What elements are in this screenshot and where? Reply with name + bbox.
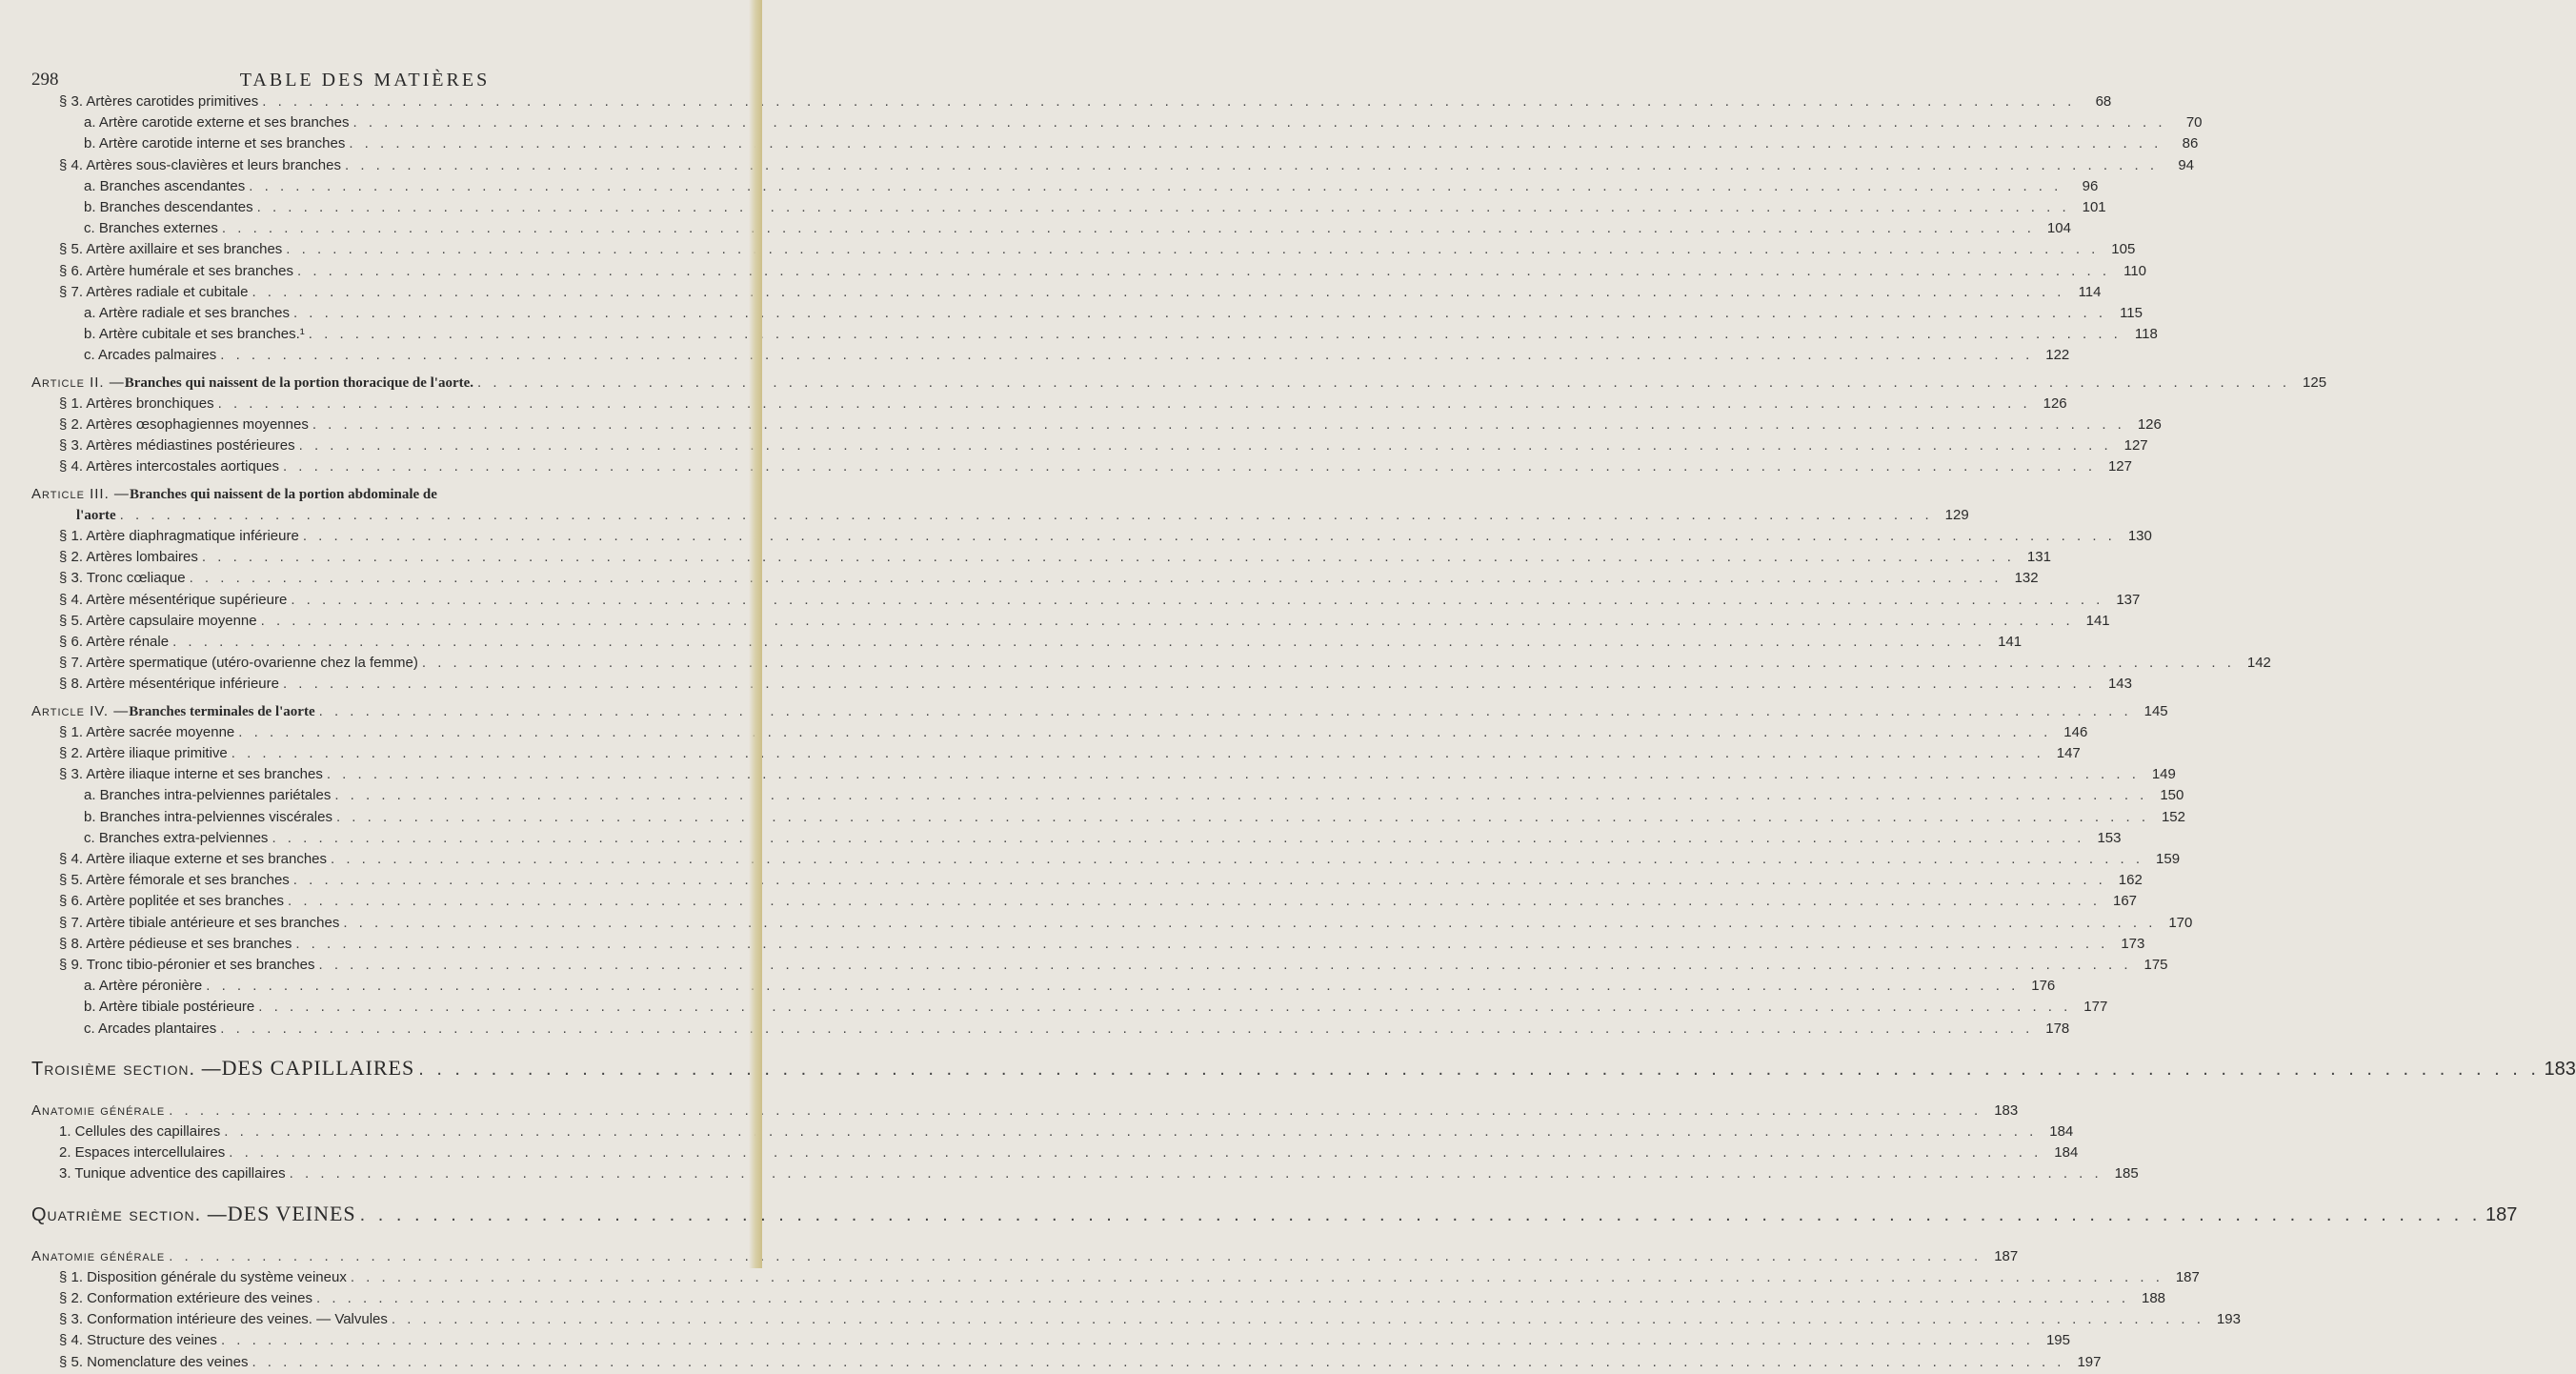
page-ref: 173 <box>2121 935 2145 952</box>
toc-entry <box>0 262 2147 283</box>
entry-label: § 1. Artère sacrée moyenne <box>59 723 235 740</box>
page-ref: 110 <box>2123 262 2147 279</box>
entry-label: § 6. Artère poplitée et ses branches <box>59 893 284 910</box>
toc-entry <box>0 654 2271 675</box>
leader-dots <box>327 765 2140 784</box>
leader-dots <box>318 956 2131 975</box>
entry-label: 1. Cellules des capillaires <box>59 1123 221 1140</box>
entry-label: a. Branches ascendantes <box>84 177 246 194</box>
leader-dots <box>231 744 2044 763</box>
article-title: Branches qui naissent de la portion abdominale de <box>129 486 437 502</box>
toc-entry <box>0 1331 2070 1352</box>
page-ref: 145 <box>2143 702 2168 719</box>
leader-dots <box>221 1331 2034 1350</box>
toc-entry <box>0 871 2143 892</box>
toc-entry <box>0 744 2081 765</box>
entry-label: b. Artère carotide interne et ses branches <box>84 135 346 152</box>
page-ref: 101 <box>2082 199 2106 215</box>
toc-entry <box>0 134 2199 155</box>
page-ref: 114 <box>2078 283 2102 300</box>
leader-dots <box>360 1201 2482 1229</box>
leader-dots <box>299 436 2112 455</box>
page-ref: 70 <box>2185 114 2203 131</box>
entry-label: § 3. Tronc cœliaque <box>59 570 186 587</box>
toc-entry <box>0 198 2106 219</box>
toc-entry <box>0 156 2195 177</box>
page-ref: 127 <box>2107 458 2132 475</box>
entry-label: b. Artère tibiale postérieure <box>84 999 255 1016</box>
entry-label: c. Branches externes <box>84 220 218 237</box>
leader-dots <box>252 283 2064 302</box>
leader-dots <box>190 569 2002 588</box>
entry-label: 3. Tunique adventice des capillaires <box>59 1165 286 1182</box>
leader-dots <box>319 702 2132 721</box>
leader-dots <box>258 998 2071 1017</box>
toc-entry <box>0 527 2152 548</box>
article-prefix: Article IV. — <box>31 702 130 719</box>
leader-dots <box>418 1055 2540 1083</box>
leader-dots <box>222 219 2035 238</box>
toc-entry <box>0 219 2071 240</box>
leader-dots <box>291 591 2103 610</box>
toc-entry <box>0 1122 2074 1143</box>
section-prefix: Quatrième section. — <box>31 1203 228 1225</box>
entry-label: § 9. Tronc tibio-péronier et ses branches <box>59 957 315 973</box>
article-prefix: Article II. — <box>31 374 125 391</box>
leader-dots <box>353 113 2166 132</box>
table-of-contents <box>0 92 2576 1370</box>
leader-dots <box>206 977 2019 996</box>
page-ref: 187 <box>2485 1203 2518 1225</box>
page-ref: 150 <box>2160 787 2184 804</box>
article-prefix: Article III. — <box>31 485 130 502</box>
entry-label: § 5. Artère axillaire et ses branches <box>59 241 283 258</box>
page-ref: 86 <box>2182 135 2199 152</box>
toc-entry <box>0 1020 2070 1041</box>
page-ref: 68 <box>2095 93 2112 110</box>
toc-entry <box>0 177 2099 198</box>
page-ref: 183 <box>2544 1058 2576 1080</box>
entry-label: a. Artère radiale et ses branches <box>84 305 290 321</box>
page-ref: 104 <box>2046 220 2071 237</box>
page-ref: 126 <box>2137 416 2162 433</box>
entry-label: b. Branches intra-pelviennes viscérales <box>84 808 332 825</box>
leader-dots <box>283 675 2096 694</box>
leader-dots <box>295 935 2108 954</box>
leader-dots <box>220 346 2033 365</box>
entry-label: § 3. Artères carotides primitives <box>59 93 259 110</box>
leader-dots <box>309 325 2122 344</box>
entry-label: § 3. Conformation intérieure des veines. — Valvules <box>59 1311 388 1328</box>
page-ref: 178 <box>2045 1020 2070 1037</box>
entry-label: a. Artère péronière <box>84 978 203 995</box>
article-title: Branches qui naissent de la portion thoracique de l'aorte. <box>124 374 474 391</box>
page-ref: 188 <box>2141 1290 2166 1306</box>
toc-entry <box>0 1164 2139 1185</box>
section-heading: Anatomie générale <box>31 1101 166 1119</box>
leader-dots <box>312 415 2125 434</box>
leader-dots <box>238 723 2051 742</box>
toc-entry <box>0 394 2067 415</box>
page-ref: 130 <box>2127 528 2152 544</box>
entry-label: § 1. Disposition générale du système veineux <box>59 1268 347 1285</box>
toc-entry <box>0 850 2181 871</box>
toc-entry <box>0 829 2122 850</box>
page-ref: 167 <box>2112 893 2138 910</box>
toc-entry <box>0 892 2138 913</box>
page-ref: 183 <box>1994 1101 2019 1119</box>
page-number: 298 <box>31 70 59 90</box>
leader-dots <box>331 850 2143 869</box>
page-ref: 147 <box>2056 745 2081 761</box>
section-prefix: Troisième section. — <box>31 1058 222 1080</box>
toc-entry <box>0 633 2023 654</box>
page-ref: 126 <box>2043 394 2067 412</box>
page-ref: 137 <box>2116 591 2141 608</box>
article-title-cont: l'aorte <box>76 507 116 523</box>
leader-dots <box>290 1164 2103 1183</box>
entry-label: b. Artère cubitale et ses branches.¹ <box>84 326 305 343</box>
toc-entry <box>0 1101 2019 1122</box>
entry-label: b. Branches descendantes <box>84 199 253 215</box>
leader-dots <box>343 914 2156 933</box>
leader-dots <box>272 829 2084 848</box>
entry-label: § 4. Artère iliaque externe et ses branches <box>59 851 328 867</box>
page-ref: 127 <box>2123 437 2148 455</box>
toc-entry <box>0 914 2193 935</box>
toc-entry <box>0 436 2148 457</box>
page-ref: 131 <box>2026 549 2051 566</box>
leader-dots <box>262 92 2075 111</box>
entry-label: § 1. Artères bronchiques <box>59 394 214 412</box>
toc-entry <box>0 304 2143 325</box>
toc-entry <box>0 325 2158 346</box>
page-ref: 176 <box>2031 978 2056 995</box>
toc-entry <box>0 457 2132 478</box>
toc-entry <box>0 92 2112 113</box>
page-ref: 153 <box>2097 829 2122 846</box>
toc-article-line-2 <box>0 506 1969 527</box>
page-ref: 118 <box>2134 326 2158 343</box>
leader-dots <box>261 612 2074 631</box>
leader-dots <box>334 786 2147 805</box>
section-heading: Anatomie générale <box>31 1247 166 1264</box>
page-ref: 185 <box>2114 1165 2139 1182</box>
leader-dots <box>316 1289 2129 1308</box>
toc-entry <box>0 1268 2200 1289</box>
page-ref: 146 <box>2063 723 2088 740</box>
leader-dots <box>220 1020 2033 1039</box>
page-ref: 197 <box>2077 1353 2102 1370</box>
entry-label: § 6. Artère humérale et ses branches <box>59 262 293 279</box>
toc-entry <box>0 956 2168 977</box>
toc-entry <box>0 1054 2576 1082</box>
leader-dots <box>345 156 2158 175</box>
page-ref: 142 <box>2246 655 2271 672</box>
section-title: DES CAPILLAIRES <box>221 1055 415 1080</box>
entry-label: c. Branches extra-pelviennes <box>84 829 269 846</box>
page-edge-stain <box>749 0 762 1268</box>
leader-dots <box>293 304 2106 323</box>
entry-label: § 8. Artère pédieuse et ses branches <box>59 935 292 952</box>
toc-entry <box>0 935 2145 956</box>
toc-entry <box>0 998 2108 1019</box>
leader-dots <box>202 548 2015 567</box>
leader-dots <box>257 198 2070 217</box>
leader-dots <box>283 457 2096 476</box>
page-ref: 159 <box>2156 851 2181 867</box>
leader-dots <box>349 134 2162 153</box>
toc-entry <box>0 765 2176 786</box>
page-ref: 122 <box>2045 347 2070 364</box>
toc-entry <box>0 1200 2518 1228</box>
leader-dots <box>229 1143 2042 1162</box>
entry-label: a. Artère carotide externe et ses branches <box>84 114 350 131</box>
toc-article-line <box>0 485 794 506</box>
section-title: DES VEINES <box>227 1201 356 1225</box>
page-ref: 96 <box>2082 177 2099 194</box>
leader-dots <box>288 892 2101 911</box>
toc-entry <box>0 1247 2019 1268</box>
entry-label: § 2. Artères œsophagiennes moyennes <box>59 416 309 433</box>
page-ref: 129 <box>1944 506 1969 523</box>
entry-label: § 4. Artère mésentérique supérieure <box>59 591 288 608</box>
toc-entry <box>0 548 2051 569</box>
entry-label: c. Arcades plantaires <box>84 1020 217 1037</box>
toc-entry <box>0 1289 2166 1310</box>
leader-dots <box>224 1122 2037 1142</box>
entry-label: § 7. Artères radiale et cubitale <box>59 283 249 300</box>
leader-dots <box>351 1268 2163 1287</box>
entry-label: § 3. Artère iliaque interne et ses branches <box>59 766 323 783</box>
page-ref: 175 <box>2143 957 2168 973</box>
entry-label: 2. Espaces intercellulaires <box>59 1144 226 1162</box>
leader-dots <box>336 808 2149 827</box>
toc-entry <box>0 415 2162 436</box>
entry-label: § 5. Nomenclature des veines <box>59 1353 249 1370</box>
leader-dots <box>422 654 2235 673</box>
page-ref: 187 <box>1994 1247 2019 1264</box>
entry-label: § 2. Artères lombaires <box>59 549 198 566</box>
page-ref: 177 <box>2083 999 2108 1016</box>
entry-label: § 7. Artère spermatique (utéro-ovarienne chez la femme) <box>59 655 418 672</box>
leader-dots <box>218 394 2031 414</box>
toc-entry <box>0 240 2136 261</box>
toc-entry <box>0 675 2132 696</box>
entry-label: § 2. Conformation extérieure des veines <box>59 1290 312 1306</box>
page-ref: 187 <box>2175 1268 2200 1285</box>
page-ref: 94 <box>2178 156 2195 173</box>
entry-label: a. Branches intra-pelviennes pariétales <box>84 787 332 804</box>
entry-label: § 7. Artère tibiale antérieure et ses branches <box>59 914 340 931</box>
toc-entry <box>0 1143 2079 1164</box>
entry-label: § 1. Artère diaphragmatique inférieure <box>59 528 299 544</box>
leader-dots <box>172 633 1985 652</box>
entry-label: § 4. Artères intercostales aortiques <box>59 458 279 475</box>
page-ref: 125 <box>2303 374 2327 391</box>
entry-label: § 8. Artère mésentérique inférieure <box>59 676 279 693</box>
leader-dots <box>169 1101 1982 1121</box>
entry-label: § 5. Artère capsulaire moyenne <box>59 612 257 629</box>
leader-dots <box>169 1247 1982 1266</box>
page-ref: 143 <box>2107 676 2132 693</box>
toc-entry <box>0 346 2070 367</box>
toc-entry <box>0 1310 2241 1331</box>
page-ref: 132 <box>2014 570 2039 587</box>
leader-dots <box>297 262 2110 281</box>
toc-entry <box>0 612 2110 633</box>
leader-dots <box>293 871 2106 890</box>
toc-entry <box>0 808 2185 829</box>
page-ref: 105 <box>2111 241 2136 258</box>
page-ref: 141 <box>2085 612 2110 629</box>
page-ref: 184 <box>2049 1123 2074 1140</box>
page-ref: 115 <box>2120 305 2143 321</box>
toc-entry <box>0 374 2327 394</box>
entry-label: § 4. Structure des veines <box>59 1332 217 1349</box>
leader-dots <box>392 1310 2204 1329</box>
entry-label: c. Arcades palmaires <box>84 347 217 364</box>
leader-dots <box>303 527 2116 546</box>
toc-entry <box>0 977 2056 998</box>
page-ref: 184 <box>2054 1144 2079 1162</box>
leader-dots <box>120 506 1933 525</box>
toc-entry <box>0 786 2184 807</box>
leader-dots <box>252 1353 2064 1372</box>
page-ref: 170 <box>2168 914 2193 931</box>
page-title: TABLE DES MATIÈRES <box>239 70 491 91</box>
toc-entry <box>0 723 2088 744</box>
toc-entry <box>0 569 2039 590</box>
page-ref: 152 <box>2161 808 2185 825</box>
entry-label: § 5. Artère fémorale et ses branches <box>59 872 290 889</box>
entry-label: § 4. Artères sous-clavières et leurs branches <box>59 156 341 173</box>
toc-entry <box>0 113 2203 134</box>
leader-dots <box>249 177 2062 196</box>
page-ref: 162 <box>2118 872 2143 889</box>
toc-entry <box>0 702 2168 723</box>
page-ref: 141 <box>1998 634 2023 650</box>
entry-label: § 6. Artère rénale <box>59 634 170 650</box>
page-ref: 193 <box>2216 1311 2241 1328</box>
entry-label: § 2. Artère iliaque primitive <box>59 745 228 761</box>
entry-label: § 3. Artères médiastines postérieures <box>59 437 295 455</box>
toc-entry <box>0 591 2141 612</box>
toc-entry <box>0 283 2102 304</box>
page-ref: 195 <box>2045 1332 2070 1349</box>
toc-entry <box>0 1353 2102 1374</box>
page-ref: 149 <box>2151 766 2176 783</box>
article-title: Branches terminales de l'aorte <box>129 703 315 719</box>
leader-dots <box>286 240 2099 259</box>
